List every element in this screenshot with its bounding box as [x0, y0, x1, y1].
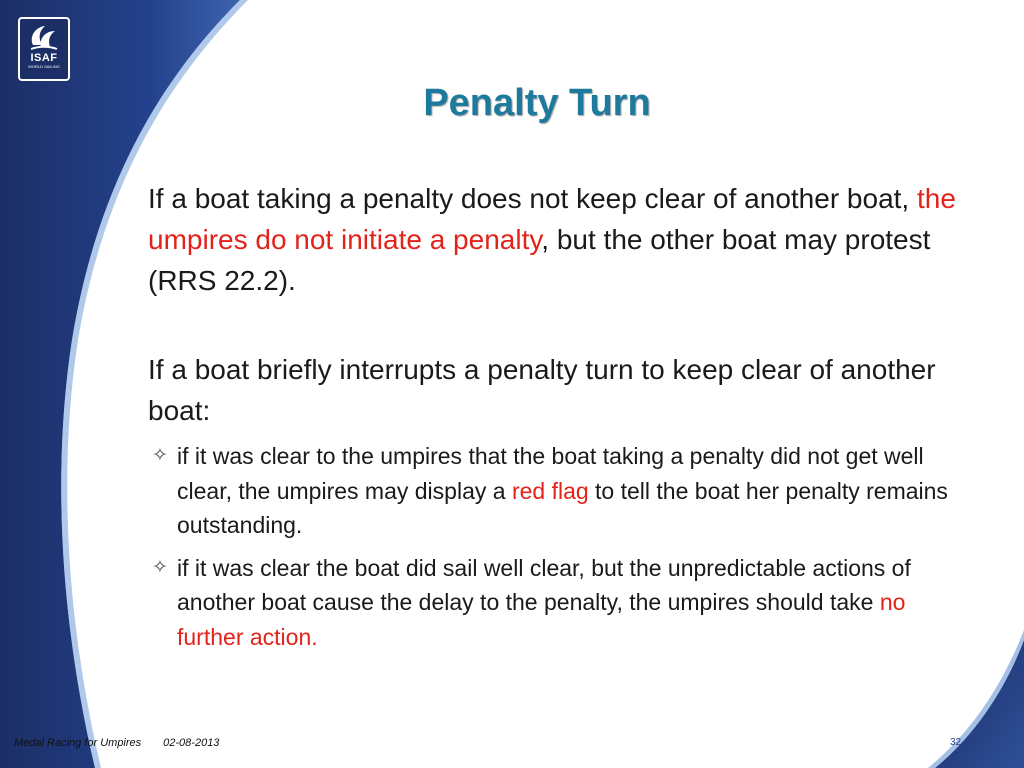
bullet-list	[148, 439, 968, 654]
star-bullet-icon: ✧	[152, 445, 168, 466]
sailing-emblem-icon	[27, 23, 61, 53]
highlight-text: no further action.	[177, 589, 906, 650]
paragraph-interrupt: If a boat briefly interrupts a penalty turn to keep clear of another boat:	[148, 354, 936, 426]
footer-title: Medal Racing for Umpires	[14, 737, 142, 749]
logo-text: ISAF	[30, 52, 58, 64]
bullet-text: if it was clear to the umpires that the boat taking a penalty did not get well clear, the umpires may display a	[177, 443, 924, 504]
highlight-text: the umpires do not initiate a penalty	[148, 183, 956, 255]
slide-content	[148, 178, 968, 662]
paragraph-protest	[148, 178, 968, 301]
page-number: 32	[950, 737, 962, 748]
bullet-text: to tell the boat her penalty remains outstanding.	[177, 477, 948, 538]
slide-title: Penalty Turn	[423, 82, 651, 124]
logo-subtext: WORLD SAILING	[28, 64, 60, 69]
bullet-item	[148, 439, 968, 543]
isaf-logo	[18, 17, 70, 81]
paragraph-text: , but the other boat may protest (RRS 22.2).	[148, 224, 931, 296]
star-bullet-icon: ✧	[152, 556, 168, 578]
highlight-text: red flag	[511, 477, 589, 504]
paragraph-text: If a boat taking a penalty does not keep clear of another boat,	[148, 183, 917, 214]
bullet-text: if it was clear the boat did sail well clear, but the unpredictable actions of another boat cause the delay to the penalty, the umpires should take	[177, 554, 911, 615]
slide-footer	[14, 737, 219, 749]
footer-date: 02-08-2013	[163, 737, 220, 749]
bullet-item	[148, 551, 968, 655]
